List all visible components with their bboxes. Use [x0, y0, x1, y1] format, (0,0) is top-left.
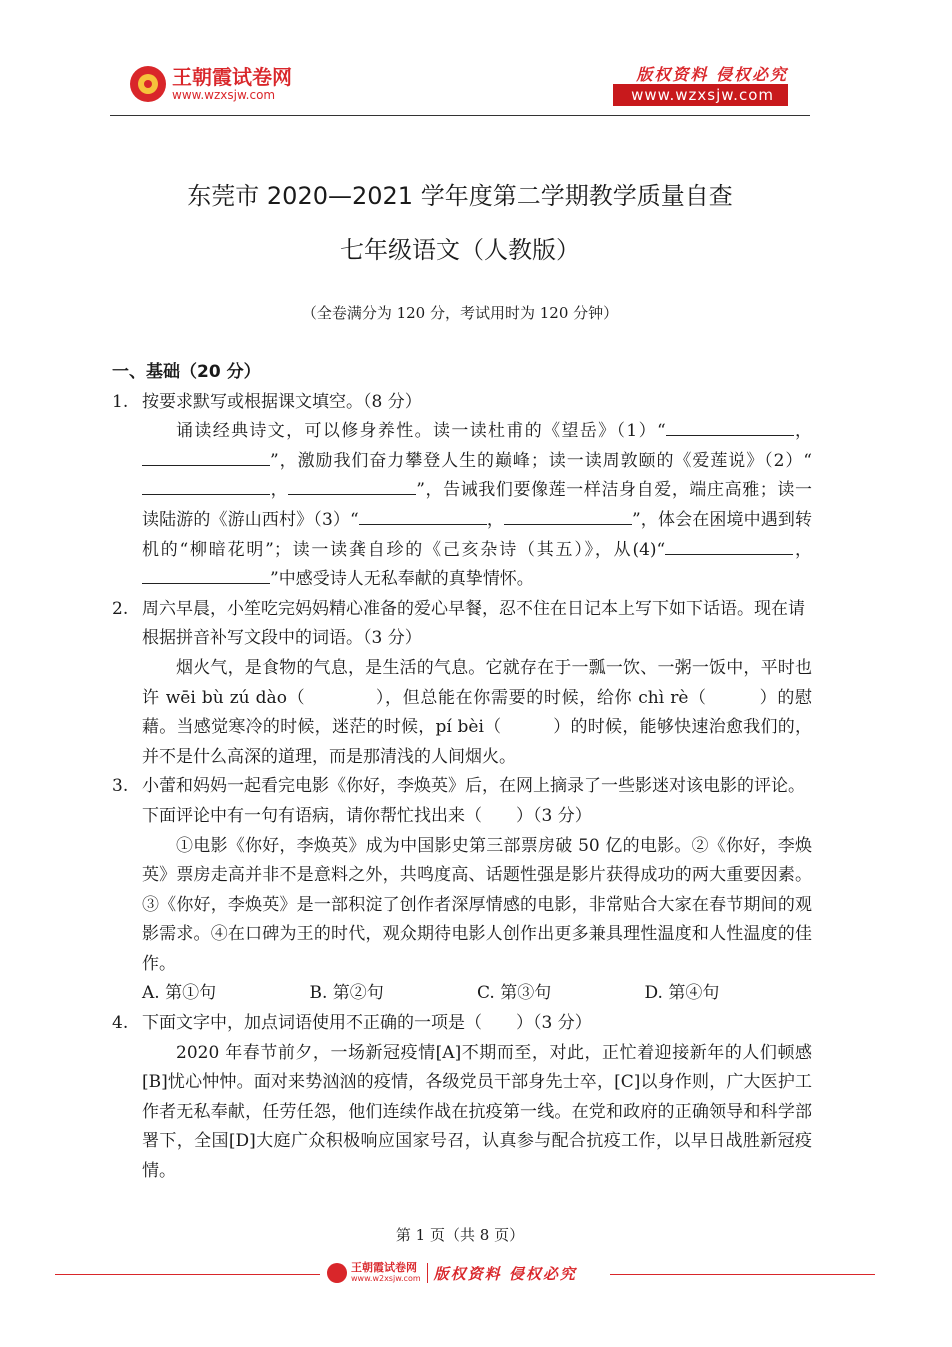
question-1: [112, 388, 812, 418]
option-b[interactable]: B. 第②句: [309, 983, 384, 1004]
page-number: 第 1 页（共 8 页）: [395, 1226, 525, 1244]
question-number: 2.: [112, 598, 129, 619]
footer-divider-left: [55, 1274, 320, 1275]
passage-text: ”，告诫我们要像莲一样洁身自爱，端庄高雅；读一读陆游的《游山西村》（3）“: [142, 480, 812, 530]
footer-divider-right: [610, 1274, 875, 1275]
passage-text: ，: [793, 539, 812, 560]
passage-text: “: [656, 421, 666, 442]
footer-copyright: 版权资料 侵权必究: [433, 1264, 577, 1283]
question-3: [112, 772, 812, 831]
option-c[interactable]: C. 第③句: [477, 983, 552, 1004]
passage-text: ，: [793, 421, 812, 442]
page-footer: [55, 1262, 875, 1288]
passage-text: ”中感受诗人无私奉献的真挚情怀。: [270, 569, 534, 590]
option-a[interactable]: A. 第①句: [142, 983, 217, 1004]
question-number: 3.: [112, 776, 129, 797]
question-stem: 按要求默写或根据课文填空。（8 分）: [142, 391, 422, 412]
site-logo[interactable]: [130, 66, 292, 102]
answer-blank[interactable]: [666, 417, 794, 436]
answer-blank[interactable]: [359, 506, 487, 525]
answer-blank[interactable]: [142, 476, 270, 495]
answer-blank[interactable]: [504, 506, 632, 525]
question-stem: 周六早晨，小笙吃完妈妈精心准备的爱心早餐，忍不住在日记本上写下如下话语。现在请根据拼音补写文段中的词语。（3 分）: [142, 598, 805, 649]
exam-subtitle: 七年级语文（人教版）: [340, 236, 580, 264]
question-2-passage: 烟火气，是食物的气息，是生活的气息。它就存在于一瓢一饮、一粥一饭中，平时也许 wēi bù zú dào（ ），但总能在你需要的时候，给你 chì rè（ ）的慰藉。当感觉寒冷的时候，迷茫的时候，pí bèi（ ）的时候，能够快速治愈我们的，并不是什么高深的道理，而是那清浅的人间烟火。: [142, 657, 812, 767]
question-number: 1.: [112, 391, 129, 412]
passage-text: ，: [486, 509, 504, 530]
footer-separator: [427, 1263, 428, 1283]
footer-logo-url[interactable]: www.w2xsjw.com: [351, 1274, 421, 1283]
question-4-passage: 2020 年春节前夕，一场新冠疫情[A]不期而至，对此，正忙着迎接新年的人们顿感[B]忧心忡忡。面对来势汹汹的疫情，各级党员干部身先士卒，[C]以身作则，广大医护工作者无私奉献，任劳任怨，他们连续作战在抗疫第一线。在党和政府的正确领导和科学部署下，全国[D]大庭广众积极响应国家号召，认真参与配合抗疫工作，以早日战胜新冠疫情。: [142, 1042, 812, 1182]
url-banner[interactable]: www.wzxsjw.com: [613, 84, 788, 106]
question-3-options: [142, 979, 812, 1009]
emblem-icon: [130, 66, 166, 102]
option-d[interactable]: D. 第④句: [644, 983, 720, 1004]
answer-blank[interactable]: [142, 565, 270, 584]
footer-emblem-icon: [327, 1263, 347, 1283]
logo-url[interactable]: www.wzxsjw.com: [172, 88, 276, 102]
answer-blank[interactable]: [665, 536, 793, 555]
question-stem: 小蕾和妈妈一起看完电影《你好，李焕英》后，在网上摘录了一些影迷对该电影的评论。下面评论中有一句有语病，请你帮忙找出来（ ）（3 分）: [142, 776, 805, 826]
exam-content: [112, 358, 812, 1187]
exam-title: 东莞市 2020—2021 学年度第二学期教学质量自查: [187, 182, 733, 210]
question-1-passage: [142, 417, 812, 595]
page-header: [110, 60, 810, 120]
answer-blank[interactable]: [288, 476, 416, 495]
question-3-passage: ①电影《你好，李焕英》成为中国影史第三部票房破 50 亿的电影。②《你好，李焕英》票房走高并非不是意料之外，共鸣度高、话题性强是影片获得成功的两大重要因素。③《你好，李焕英》是一部积淀了创作者深厚情感的电影，非常贴合大家在春节期间的观影需求。④在口碑为王的时代，观众期待电影人创作出更多兼具理性温度和人性温度的佳作。: [142, 835, 812, 974]
logo-name: 王朝霞试卷网: [172, 65, 292, 89]
passage-text: ”，体会在困境中遇到转机的“柳暗花明”；读一读龚自珍的《己亥杂诗（其五）》，从(4)“: [142, 509, 812, 560]
passage-text: 诵读经典诗文，可以修身养性。读一读杜甫的《望岳》（1）: [176, 421, 657, 442]
question-2: [112, 595, 812, 654]
passage-text: ”，激励我们奋力攀登人生的巅峰；读一读周敦颐的《爱莲说》（2）“: [270, 450, 812, 471]
answer-blank[interactable]: [142, 447, 270, 466]
question-4: [112, 1009, 812, 1039]
question-number: 4.: [112, 1013, 129, 1034]
section-title: 一、基础（20 分）: [112, 362, 261, 382]
copyright-notice: 版权资料 侵权必究: [636, 65, 788, 84]
exam-note: （全卷满分为 120 分，考试用时为 120 分钟）: [301, 304, 619, 322]
passage-text: ，: [270, 480, 289, 501]
question-stem: 下面文字中，加点词语使用不正确的一项是（ ）（3 分）: [142, 1013, 592, 1034]
footer-logo-name: 王朝霞试卷网: [351, 1261, 417, 1274]
header-divider: [110, 115, 810, 116]
